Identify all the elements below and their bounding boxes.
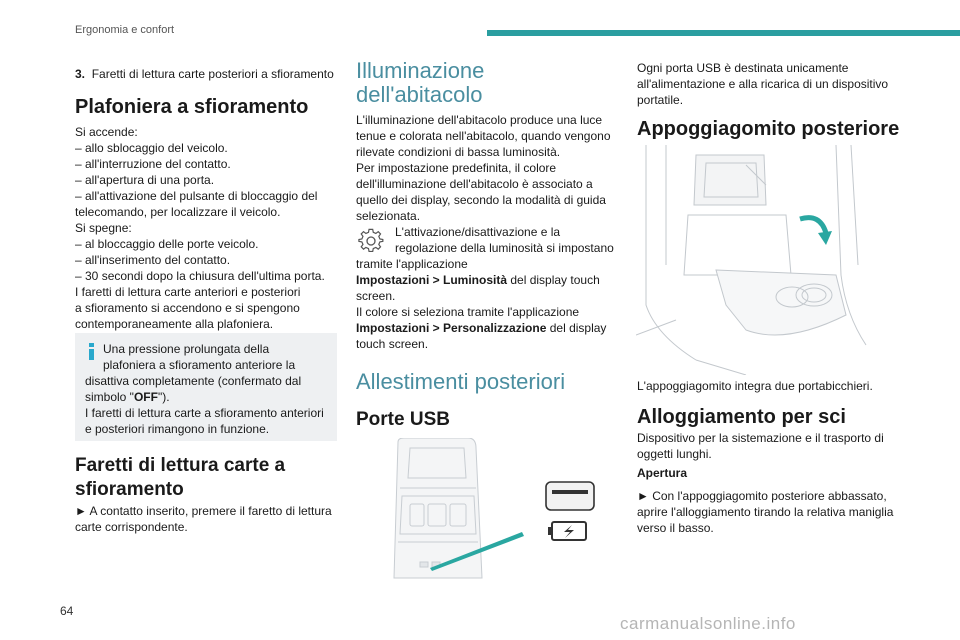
text-line: – all'interruzione del contatto. xyxy=(75,157,231,171)
watermark: carmanualsonline.info xyxy=(620,614,796,633)
appoggiagomito-caption: L'appoggiagomito integra due portabicchieri. xyxy=(637,379,873,393)
text-line: touch screen. xyxy=(356,337,429,351)
text-line: tramite l'applicazione xyxy=(356,257,468,271)
plafoniera-body xyxy=(75,124,345,332)
text-line: – all'apertura di una porta. xyxy=(75,173,215,187)
text-line: telecomando, per localizzare il veicolo. xyxy=(75,205,281,219)
usb-text xyxy=(637,60,907,108)
usb-port-icon xyxy=(546,482,594,510)
info-icon xyxy=(89,343,94,359)
text-line: Si accende: xyxy=(75,125,138,139)
note-line: simbolo "OFF"). xyxy=(85,390,170,404)
text-line: dell'illuminazione dell'abitacolo è associato a xyxy=(356,177,593,191)
note-line: plafoniera a sfioramento anteriore la xyxy=(103,358,296,372)
text-line: Impostazioni > Luminosità del display touch xyxy=(356,273,600,287)
text-line: Il colore si seleziona tramite l'applicazione xyxy=(356,305,580,319)
sci-body xyxy=(637,430,907,462)
charging-battery-icon xyxy=(548,522,586,540)
faretti-body xyxy=(75,503,345,535)
text-line: Impostazioni > Personalizzazione del display xyxy=(356,321,607,335)
text-line: portatile. xyxy=(637,93,684,107)
apertura-heading: Apertura xyxy=(637,466,688,480)
info-note xyxy=(75,333,337,441)
text-line: quello dei display, secondo la modalità di guida xyxy=(356,193,606,207)
rotation-arrow-icon xyxy=(800,218,832,245)
section-title: Ergonomia e confort xyxy=(75,24,175,36)
armrest-illustration xyxy=(636,145,871,375)
text-line: regolazione della luminosità si impostano xyxy=(395,241,614,255)
text-line: verso il basso. xyxy=(637,521,714,535)
text-line: a sfioramento si accendono e si spengono xyxy=(75,301,300,315)
text-line: – 30 secondi dopo la chiusura dell'ultima porta. xyxy=(75,269,325,283)
porte-usb-title: Porte USB xyxy=(356,409,450,430)
text-line: contemporaneamente alla plafoniera. xyxy=(75,317,274,331)
text-line: Per impostazione predefinita, il colore xyxy=(356,161,557,175)
text-line: screen. xyxy=(356,289,396,303)
text-line: selezionata. xyxy=(356,209,421,223)
text-line: L'illuminazione dell'abitacolo produce una luce xyxy=(356,113,603,127)
text-line: – al bloccaggio delle porte veicolo. xyxy=(75,237,259,251)
gear-icon xyxy=(358,228,384,254)
usb-illustration xyxy=(380,438,610,580)
column-1 xyxy=(75,66,340,82)
apertura-body xyxy=(637,488,912,536)
allestimenti-title: Allestimenti posteriori xyxy=(356,369,566,394)
appoggiagomito-title: Appoggiagomito posteriore xyxy=(637,118,900,140)
item-3: 3. Faretti di lettura carte posteriori a sfioramento xyxy=(75,67,334,81)
settings-body xyxy=(356,256,621,352)
text-line: Si spegne: xyxy=(75,221,132,235)
sci-title: Alloggiamento per sci xyxy=(637,406,846,428)
gear-note xyxy=(395,224,625,256)
text-line: ► A contatto inserito, premere il faretto di lettura xyxy=(75,504,332,518)
text-line: carte corrispondente. xyxy=(75,520,188,534)
text-line: I faretti di lettura carte anteriori e posteriori xyxy=(75,285,301,299)
text-line: all'alimentazione e alla ricarica di un dispositivo xyxy=(637,77,889,91)
text-line: ► Con l'appoggiagomito posteriore abbassato, xyxy=(637,489,887,503)
text-line: – allo sblocaggio del veicolo. xyxy=(75,141,228,155)
text-line: Ogni porta USB è destinata unicamente xyxy=(637,61,849,75)
text-line: – all'inserimento del contatto. xyxy=(75,253,231,267)
faretti-title: Faretti di lettura carte a sfioramento xyxy=(75,455,286,500)
note-line: e posteriori rimangono in funzione. xyxy=(85,422,270,436)
text-line: – all'attivazione del pulsante di bloccaggio del xyxy=(75,189,318,203)
plafoniera-title: Plafoniera a sfioramento xyxy=(75,96,309,118)
text-line: aprire l'alloggiamento tirando la relativa maniglia xyxy=(637,505,894,519)
header-accent-bar xyxy=(487,30,960,36)
text-line: Dispositivo per la sistemazione e il trasporto di xyxy=(637,431,884,445)
text-line: oggetti lunghi. xyxy=(637,447,712,461)
note-line: disattiva completamente (confermato dal xyxy=(85,374,302,388)
note-line: Una pressione prolungata della xyxy=(103,342,270,356)
page-number: 64 xyxy=(60,604,74,618)
note-line: I faretti di lettura carte a sfioramento anteriori xyxy=(85,406,324,420)
illuminazione-body xyxy=(356,112,621,224)
text-line: L'attivazione/disattivazione e la xyxy=(395,225,561,239)
illuminazione-title: Illuminazione dell'abitacolo xyxy=(356,58,485,107)
text-line: tenue e colorata nell'abitacolo, quando vengono xyxy=(356,129,611,143)
text-line: rilevate condizioni di bassa luminosità. xyxy=(356,145,561,159)
